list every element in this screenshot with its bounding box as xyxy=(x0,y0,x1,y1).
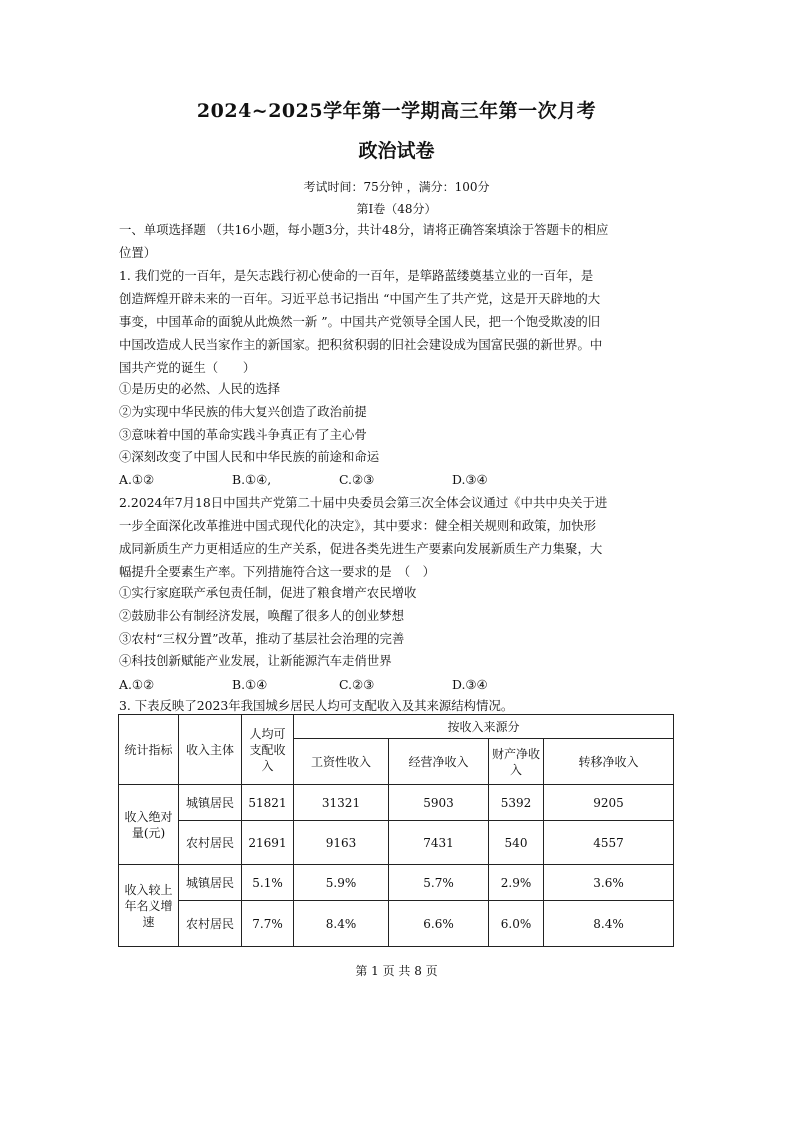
header-subject: 收入主体 xyxy=(179,715,242,785)
row-subject: 农村居民 xyxy=(179,901,242,947)
q1-item: ②为实现中华民族的伟大复兴创造了政治前提 xyxy=(119,404,367,419)
exam-subject: 政治试卷 xyxy=(358,140,435,162)
cell-transfer: 3.6% xyxy=(544,865,674,901)
q1-item: ④深刻改变了中国人民和中华民族的前途和命运 xyxy=(119,449,380,464)
header-by-source: 按收入来源分 xyxy=(294,715,674,739)
q2-item: ④科技创新赋能产业发展，让新能源汽车走俏世界 xyxy=(119,653,392,668)
q2-choice-d: D.③④ xyxy=(452,677,488,692)
cell-property: 5392 xyxy=(489,785,544,821)
header-per-capita: 人均可支配收入 xyxy=(242,715,294,785)
cell-total: 7.7% xyxy=(242,901,294,947)
q3-intro: 3. 下表反映了2023年我国城乡居民人均可支配收入及其来源结构情况。 xyxy=(119,698,514,713)
header-business: 经营净收入 xyxy=(389,739,489,785)
q2-stem-line: 2.2024年7月18日中国共产党第二十届中央委员会第三次全体会议通过《中共中央关于进 xyxy=(119,495,608,510)
section-heading-cont: 位置） xyxy=(119,245,157,260)
q1-choice-c: C.②③ xyxy=(339,472,375,487)
q2-stem-line: 一步全面深化改革推进中国式现代化的决定》，其中要求：健全相关规则和政策，加快形 xyxy=(119,518,597,533)
group-absolute-label: 收入绝对量(元) xyxy=(119,785,179,865)
cell-transfer: 4557 xyxy=(544,821,674,865)
q1-choice-b: B.①④, xyxy=(232,472,272,487)
cell-wage: 31321 xyxy=(294,785,389,821)
cell-total: 51821 xyxy=(242,785,294,821)
cell-wage: 8.4% xyxy=(294,901,389,947)
q1-stem-line: 创造辉煌开辟未来的一百年。习近平总书记指出 “中国产生了共产党，这是开天辟地的大 xyxy=(119,291,601,306)
header-wage: 工资性收入 xyxy=(294,739,389,785)
q1-choice-a: A.①② xyxy=(119,472,155,487)
header-indicator: 统计指标 xyxy=(119,715,179,785)
cell-property: 540 xyxy=(489,821,544,865)
page-number: 第 1 页 共 8 页 xyxy=(355,964,438,978)
q1-item: ①是历史的必然、人民的选择 xyxy=(119,381,281,396)
q2-item: ②鼓励非公有制经济发展，唤醒了很多人的创业梦想 xyxy=(119,608,404,623)
row-subject: 城镇居民 xyxy=(179,865,242,901)
volume-label: 第Ⅰ卷（48分） xyxy=(356,202,437,216)
row-subject: 城镇居民 xyxy=(179,785,242,821)
cell-wage: 9163 xyxy=(294,821,389,865)
cell-total: 21691 xyxy=(242,821,294,865)
q1-stem-line: 中国改造成人民当家作主的新国家。把积贫积弱的旧社会建设成为国富民强的新世界。中 xyxy=(119,337,603,352)
cell-business: 7431 xyxy=(389,821,489,865)
section-heading: 一、单项选择题 （共16小题，每小题3分，共计48分，请将正确答案填涂于答题卡的相应 xyxy=(119,222,609,237)
exam-title: 2024~2025学年第一学期高三年第一次月考 xyxy=(196,100,597,122)
q2-choice-a: A.①② xyxy=(119,677,155,692)
cell-property: 2.9% xyxy=(489,865,544,901)
q1-choice-d: D.③④ xyxy=(452,472,488,487)
income-table xyxy=(118,714,674,947)
q2-item: ①实行家庭联产承包责任制，促进了粮食增产农民增收 xyxy=(119,585,417,600)
group-growth-label: 收入较上年名义增速 xyxy=(119,865,179,947)
q1-stem-line: 事变，中国革命的面貌从此焕然一新 ”。中国共产党领导全国人民，把一个饱受欺凌的旧 xyxy=(119,314,601,329)
cell-business: 5903 xyxy=(389,785,489,821)
cell-total: 5.1% xyxy=(242,865,294,901)
q1-stem-line: 1. 我们党的一百年，是矢志践行初心使命的一百年，是筚路蓝缕奠基立业的一百年，是 xyxy=(119,268,594,283)
cell-wage: 5.9% xyxy=(294,865,389,901)
header-property: 财产净收入 xyxy=(489,739,544,785)
cell-transfer: 9205 xyxy=(544,785,674,821)
row-subject: 农村居民 xyxy=(179,821,242,865)
cell-property: 6.0% xyxy=(489,901,544,947)
header-transfer: 转移净收入 xyxy=(544,739,674,785)
q2-stem-line: 幅提升全要素生产率。下列措施符合这一要求的是 （ ） xyxy=(119,564,435,579)
q1-stem-line: 国共产党的诞生（ ） xyxy=(119,360,256,375)
q2-choice-b: B.①④ xyxy=(232,677,268,692)
cell-business: 6.6% xyxy=(389,901,489,947)
exam-info: 考试时间：75分钟 ，满分：100分 xyxy=(303,180,490,194)
cell-business: 5.7% xyxy=(389,865,489,901)
q2-stem-line: 成同新质生产力更相适应的生产关系，促进各类先进生产要素向发展新质生产力集聚，大 xyxy=(119,541,603,556)
q2-choice-c: C.②③ xyxy=(339,677,375,692)
q2-item: ③农村“三权分置”改革，推动了基层社会治理的完善 xyxy=(119,631,405,646)
q1-item: ③意味着中国的革命实践斗争真正有了主心骨 xyxy=(119,427,367,442)
cell-transfer: 8.4% xyxy=(544,901,674,947)
